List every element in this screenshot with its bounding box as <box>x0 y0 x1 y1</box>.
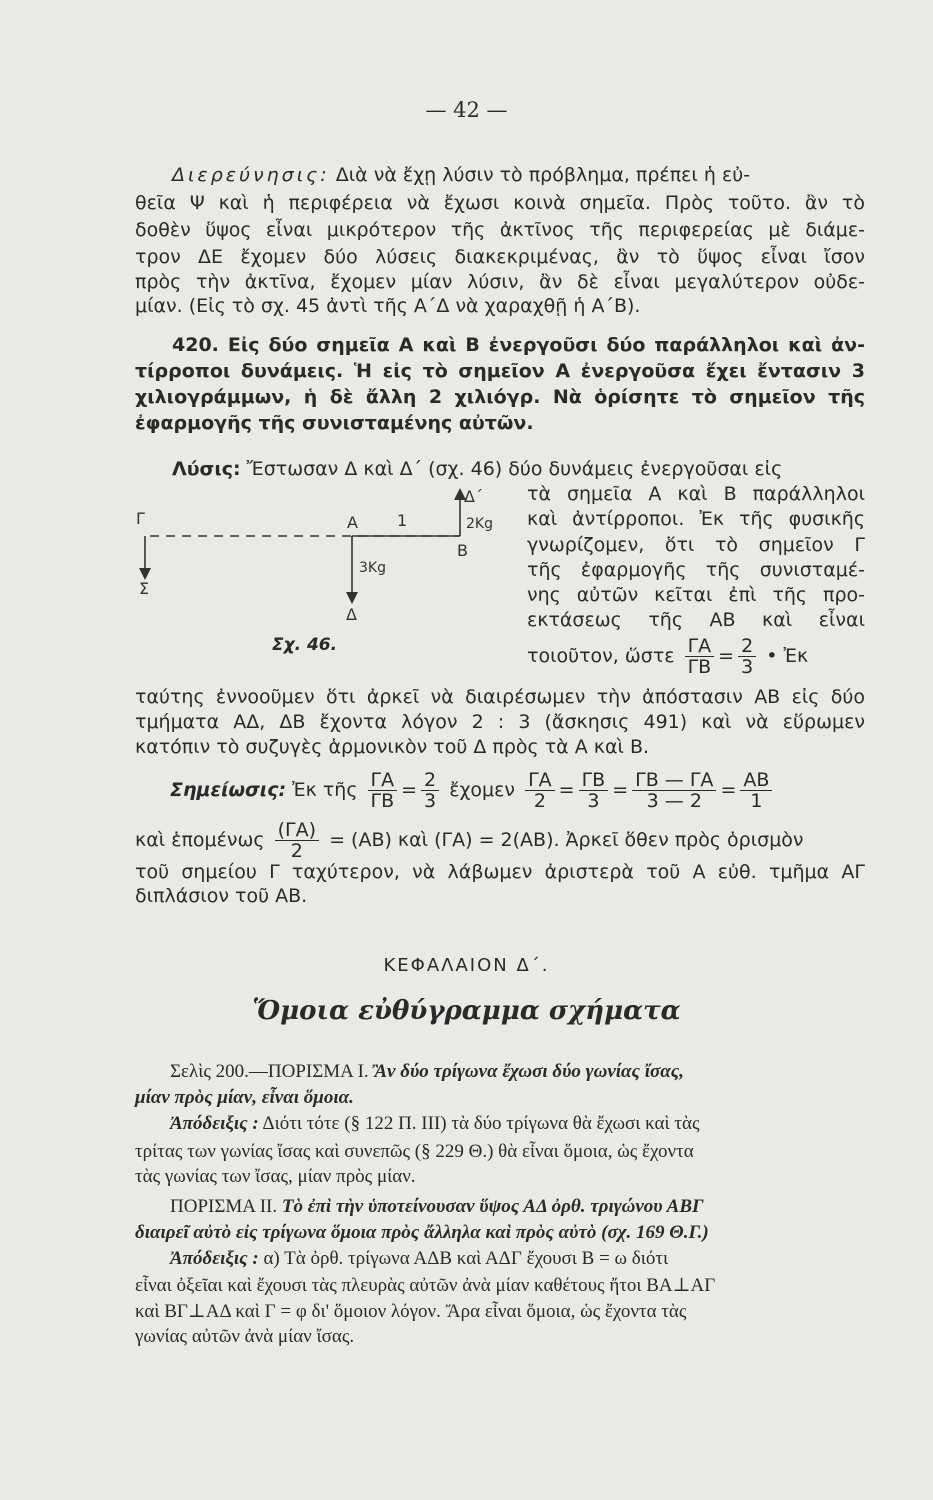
porisma1-stmt1: Ἂν δύο τρίγωνα ἔχωσι δύο γωνίας ἴσας, <box>373 1061 685 1082</box>
solution-line-b: τμήματα ΑΔ, ΔΒ ἔχοντα λόγον 2 : 3 (ἄσκησις 491) καὶ νὰ εὕρωμεν <box>135 711 865 733</box>
porisma2-line-2: διαιρεῖ αὐτὸ εἰς τρίγωνα ὅμοια πρὸς ἄλληλα καὶ πρὸς αὐτὸ (σχ. 169 Θ.Γ.) <box>135 1222 709 1243</box>
note-f2-den: 3 <box>424 790 437 812</box>
porisma2-proof-label: Ἀπόδειξις : <box>170 1248 259 1269</box>
label-alpha: Α <box>347 513 358 532</box>
note-f6-den: 1 <box>750 790 763 812</box>
note-f4-den: 3 <box>587 790 600 812</box>
label-delta: Δ <box>346 605 357 624</box>
note-f3-num: ΓΑ <box>525 770 555 791</box>
solution-label: Λύσις: <box>172 458 241 480</box>
ratio-2-den: 3 <box>741 656 754 678</box>
porisma2-stmt1: Τὸ ἐπὶ τὴν ὑποτείνουσαν ὕψος ΑΔ ὀρθ. τριγώνου ΑΒΓ <box>281 1196 704 1217</box>
note-ek-tis: Ἐκ τῆς <box>292 779 358 801</box>
note-f5-den: 3 — 2 <box>646 790 702 812</box>
solution-right-6: εκτάσεως τῆς ΑΒ καὶ εἶναι <box>527 609 865 631</box>
diereunisis-line-3: δοθὲν ὕψος εἶναι μικρότερον τῆς ἀκτῖνος τῆς περιφερείας μὲ διάμε- <box>135 219 865 241</box>
note-line-1 <box>170 770 776 811</box>
arrow-down-icon <box>346 592 358 604</box>
note-fraction-2 <box>421 770 439 811</box>
diereunisis-line-6: μίαν. (Εἰς τὸ σχ. 45 ἀντὶ τῆς Α΄Δ νὰ χαραχθῇ ἡ Α΄Β). <box>135 295 641 317</box>
chapter-title: Ὅμοια εὐθύγραμμα σχήματα <box>252 996 681 1026</box>
label-beta: Β <box>457 541 468 560</box>
note-fraction-5 <box>632 770 716 811</box>
solution-first: Ἔστωσαν Δ καὶ Δ΄ (σχ. 46) δύο δυνάμεις ἐνεργοῦσαι εἰς <box>246 458 783 480</box>
solution-right-3: γνωρίζομεν, ὅτι τὸ σημεῖον Γ <box>527 534 865 556</box>
porisma2-line-1 <box>170 1195 703 1219</box>
label-2kg: 2Kg <box>466 516 493 532</box>
solution-line-a: ταύτης ἐννοοῦμεν ὅτι ἀρκεῖ νὰ διαιρέσωμεν τὴν ἀπόστασιν ΑΒ εἰς δύο <box>135 686 865 708</box>
problem-420-line-1: 420. Εἰς δύο σημεῖα Α καὶ Β ἐνεργοῦσι δύο παράλληλοι καὶ ἀν- <box>172 334 865 356</box>
label-sigma: Σ <box>139 579 150 598</box>
problem-420-line-4: ἐφαρμογῆς τῆς συνισταμένης αὐτῶν. <box>135 412 534 434</box>
note-rest: = (ΑΒ) καὶ (ΓΑ) = 2(ΑΒ). Ἀρκεῖ ὅθεν πρὸς ὁρισμὸν <box>329 829 804 851</box>
porisma2-line-4: εἶναι ὀξεῖαι καὶ ἔχουσι τὰς πλευρὰς αὐτῶν ἀνὰ μίαν καθέτους ἤτοι ΒΑ⊥ΑΓ <box>135 1275 716 1296</box>
chapter-heading: ΚΕΦΑΛΑΙΟΝ Δ΄. <box>383 955 550 976</box>
porisma1-line-5: τὰς γωνίας των ἴσας, μίαν πρὸς μίαν. <box>135 1166 416 1187</box>
diereunisis-line-1 <box>172 163 864 187</box>
porisma1-prefix: Σελὶς 200.—ΠΟΡΙΣΜΑ Ι. <box>170 1061 369 1082</box>
note-kai-epomenos: καὶ ἑπομένως <box>135 829 265 851</box>
figure-caption: Σχ. 46. <box>272 635 338 655</box>
problem-420-line-3: χιλιογράμμων, ἡ δὲ ἄλλη 2 χιλιόγρ. Νὰ ὁρίσητε τὸ σημεῖον τῆς <box>135 386 865 408</box>
note-eq-4: = <box>720 779 737 801</box>
solution-right-1: τὰ σημεῖα Α καὶ Β παράλληλοι <box>527 483 865 505</box>
note-f1-num: ΓΑ <box>368 770 398 791</box>
diereunisis-line-5: πρὸς τὴν ἀκτῖνα, ἔχομεν μίαν λύσιν, ἂν δὲ εἶναι μεγαλύτερον οὐδε- <box>135 271 865 293</box>
note-f7-den: 2 <box>290 840 303 862</box>
ratio-2-num: 2 <box>738 636 756 657</box>
note-line-4: διπλάσιον τοῦ ΑΒ. <box>135 885 308 907</box>
ratio-num: ΓΑ <box>685 636 715 657</box>
note-f3-den: 2 <box>533 790 546 812</box>
note-line-2 <box>135 820 804 861</box>
solution-line-c: κατόπιν τὸ συζυγὲς ἁρμονικὸν τοῦ Δ πρὸς τὰ Α καὶ Β. <box>135 736 650 758</box>
after-text: • Ἐκ <box>766 645 809 667</box>
porisma1-line-3 <box>170 1112 699 1136</box>
label-3kg: 3Kg <box>359 560 386 576</box>
page-number: — 42 — <box>425 98 508 122</box>
note-fraction-3 <box>525 770 555 811</box>
solution-right-2: καὶ ἀντίρροποι. Ἐκ τῆς φυσικῆς <box>527 508 865 530</box>
porisma1-line-4: τρίτας των γωνίας ἴσας καὶ συνεπῶς (§ 229 Θ.) θὰ εἶναι ὅμοια, ὡς ἔχοντα <box>135 1141 694 1162</box>
diereunisis-label: Διερεύνησις: <box>172 164 330 186</box>
solution-right-5: νης αὐτῶν κεῖται ἐπὶ τῆς προ- <box>527 584 865 606</box>
note-fraction-6 <box>740 770 772 811</box>
solution-ratio-line <box>527 636 808 677</box>
label-gamma: Γ <box>136 509 145 528</box>
porisma2-proof1: α) Τὰ ὀρθ. τρίγωνα ΑΔΒ καὶ ΑΔΓ ἔχουσι Β = ω διότι <box>263 1248 669 1269</box>
porisma1-proof-label: Ἀπόδειξις : <box>170 1113 259 1134</box>
ratio-eq: = <box>718 645 735 667</box>
note-eq-3: = <box>612 779 629 801</box>
ratio-fraction <box>685 636 715 677</box>
note-fraction-7 <box>275 820 319 861</box>
note-eq-2: = <box>558 779 575 801</box>
note-f1-den: ΓΒ <box>370 790 395 812</box>
porisma2-prefix: ΠΟΡΙΣΜΑ ΙΙ. <box>170 1196 278 1217</box>
note-f6-num: ΑΒ <box>740 770 772 791</box>
note-line-3: τοῦ σημείου Γ ταχύτερον, νὰ λάβωμεν ἀριστερὰ τοῦ Α εὐθ. τμῆμα ΑΓ <box>135 861 865 883</box>
diereunisis-line-4: τρον ΔΕ ἔχομεν δύο λύσεις διακεκριμένας, ἂν τὸ ὕψος εἶναι ἴσον <box>135 246 865 268</box>
solution-line-1 <box>172 457 782 481</box>
ratio-fraction-2 <box>738 636 756 677</box>
ratio-den: ΓΒ <box>687 656 712 678</box>
porisma2-line-6: γωνίας αὐτῶν ἀνὰ μίαν ἴσας. <box>135 1326 355 1347</box>
note-label: Σημείωσις: <box>170 779 287 801</box>
diereunisis-line-2: θεῖα Ψ καὶ ἡ περιφέρεια νὰ ἔχωσι κοινὰ σημεῖα. Πρὸς τοῦτο. ἂν τὸ <box>135 192 865 214</box>
note-fraction-1 <box>368 770 398 811</box>
note-f4-num: ΓΒ <box>579 770 609 791</box>
porisma1-line-2: μίαν πρὸς μίαν, εἶναι ὅμοια. <box>135 1087 354 1108</box>
porisma1-proof1: Διότι τότε (§ 122 Π. ΙΙΙ) τὰ δύο τρίγωνα θὰ ἔχωσι καὶ τὰς <box>262 1113 700 1134</box>
note-fraction-4 <box>579 770 609 811</box>
label-delta-prime: Δ΄ <box>464 487 483 506</box>
label-one: 1 <box>397 511 408 530</box>
diereunisis-text-1: Διὰ νὰ ἔχῃ λύσιν τὸ πρόβλημα, πρέπει ἡ εὐ- <box>335 164 751 186</box>
porisma2-line-3 <box>170 1247 668 1271</box>
note-f5-num: ΓΒ — ΓΑ <box>632 770 716 791</box>
toiouton-text: τοιοῦτον, ὥστε <box>527 645 675 667</box>
note-eq-1: = <box>401 779 418 801</box>
solution-right-4: τῆς ἐφαρμογῆς τῆς συνισταμέ- <box>527 559 865 581</box>
problem-420-line-2: τίρροποι δυνάμεις. Ἡ εἰς τὸ σημεῖον Α ἐνεργοῦσα ἔχει ἔντασιν 3 <box>135 360 865 382</box>
porisma1-line-1 <box>170 1060 684 1084</box>
porisma2-line-5: καὶ ΒΓ⊥ΑΔ καὶ Γ = φ δι' ὅμοιον λόγον. Ἄρα εἶναι ὅμοια, ὡς ἔχοντα τὰς <box>135 1301 687 1322</box>
note-f7-num: (ΓΑ) <box>275 820 319 841</box>
note-f2-num: 2 <box>421 770 439 791</box>
note-exomen: ἔχομεν <box>449 779 516 801</box>
